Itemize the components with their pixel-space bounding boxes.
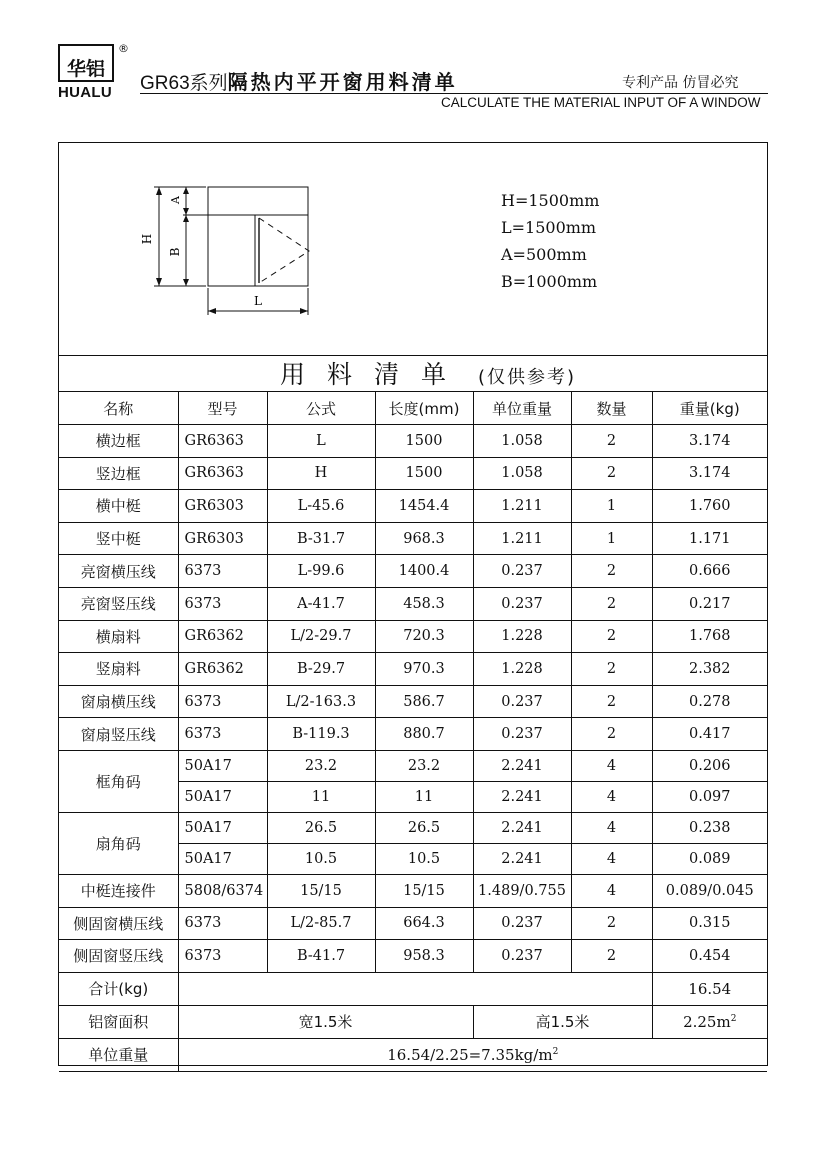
row-unit-weight: 1.058 — [473, 425, 571, 458]
row-length: 880.7 — [375, 718, 473, 751]
row-weight: 1.171 — [652, 522, 767, 555]
row-quantity: 4 — [571, 750, 652, 781]
unit-weight-row — [59, 1038, 767, 1071]
row-model: 6373 — [178, 685, 267, 718]
row-model: 50A17 — [178, 750, 267, 781]
row-length: 970.3 — [375, 653, 473, 686]
area-row — [59, 1005, 767, 1038]
param-b: B=1000mm — [501, 272, 598, 291]
row-quantity: 2 — [571, 587, 652, 620]
row-quantity: 2 — [571, 457, 652, 490]
row-formula: B-41.7 — [267, 940, 375, 973]
row-unit-weight: 1.058 — [473, 457, 571, 490]
title-series-code: GR63系列 — [140, 73, 228, 94]
label-a: A — [169, 196, 182, 204]
row-formula: 23.2 — [267, 750, 375, 781]
table-row — [59, 620, 767, 653]
window-diagram-panel — [59, 143, 767, 356]
total-value: 16.54 — [652, 972, 767, 1005]
header-quantity: 数量 — [571, 392, 652, 425]
row-length: 720.3 — [375, 620, 473, 653]
row-quantity: 2 — [571, 620, 652, 653]
label-l: L — [254, 294, 262, 308]
row-weight: 0.089/0.045 — [652, 874, 767, 907]
brand-logo — [58, 42, 129, 102]
opening-direction-mark — [259, 218, 309, 283]
row-length: 26.5 — [375, 812, 473, 843]
row-quantity: 4 — [571, 874, 652, 907]
header-unit-weight: 单位重量 — [473, 392, 571, 425]
row-formula: B-29.7 — [267, 653, 375, 686]
row-quantity: 2 — [571, 653, 652, 686]
row-name: 竖扇料 — [59, 653, 178, 686]
row-length: 664.3 — [375, 907, 473, 940]
row-model: 6373 — [178, 940, 267, 973]
bill-of-materials-table — [59, 355, 767, 1072]
row-unit-weight: 1.228 — [473, 653, 571, 686]
row-name: 横扇料 — [59, 620, 178, 653]
header-weight: 重量(kg) — [652, 392, 767, 425]
row-length: 586.7 — [375, 685, 473, 718]
table-row — [59, 587, 767, 620]
row-unit-weight: 2.241 — [473, 750, 571, 781]
row-formula: B-31.7 — [267, 522, 375, 555]
table-header-row — [59, 392, 767, 425]
row-model: 5808/6374 — [178, 874, 267, 907]
table-row — [59, 522, 767, 555]
unit-weight-label: 单位重量 — [59, 1038, 178, 1071]
row-weight: 0.097 — [652, 781, 767, 812]
total-label: 合计(kg) — [59, 972, 178, 1005]
row-quantity: 2 — [571, 907, 652, 940]
row-length: 1500 — [375, 425, 473, 458]
row-name: 窗扇横压线 — [59, 685, 178, 718]
row-length: 23.2 — [375, 750, 473, 781]
row-name: 框角码 — [59, 750, 178, 812]
table-title-cell — [59, 355, 767, 392]
row-quantity: 1 — [571, 522, 652, 555]
row-model: 50A17 — [178, 781, 267, 812]
table-title: 用料清单 — [279, 360, 468, 389]
header-divider — [140, 93, 768, 94]
row-formula: H — [267, 457, 375, 490]
row-model: GR6363 — [178, 457, 267, 490]
table-title-row — [59, 355, 767, 392]
row-unit-weight: 0.237 — [473, 555, 571, 588]
row-name: 横边框 — [59, 425, 178, 458]
row-weight: 0.417 — [652, 718, 767, 751]
table-row — [59, 653, 767, 686]
row-unit-weight: 0.237 — [473, 685, 571, 718]
unit-weight-sup: 2 — [552, 1046, 559, 1057]
row-model: 50A17 — [178, 812, 267, 843]
table-note: (仅供参考) — [477, 367, 577, 388]
row-length: 1500 — [375, 457, 473, 490]
label-b: B — [168, 247, 182, 257]
row-length: 1400.4 — [375, 555, 473, 588]
row-model: 6373 — [178, 907, 267, 940]
patent-notice: 专利产品 仿冒必究 — [622, 75, 739, 91]
row-weight: 0.278 — [652, 685, 767, 718]
param-a: A=500mm — [501, 245, 587, 264]
row-weight: 0.238 — [652, 812, 767, 843]
row-formula: L/2-29.7 — [267, 620, 375, 653]
table-row — [59, 425, 767, 458]
header-model: 型号 — [178, 392, 267, 425]
row-weight: 3.174 — [652, 425, 767, 458]
row-length: 458.3 — [375, 587, 473, 620]
row-weight: 2.382 — [652, 653, 767, 686]
row-formula: 26.5 — [267, 812, 375, 843]
row-model: GR6362 — [178, 620, 267, 653]
total-row — [59, 972, 767, 1005]
param-l: L=1500mm — [501, 218, 597, 237]
area-width: 宽1.5米 — [178, 1005, 473, 1038]
row-weight: 1.768 — [652, 620, 767, 653]
row-weight: 0.206 — [652, 750, 767, 781]
material-rows-extra — [59, 874, 767, 972]
header-name: 名称 — [59, 392, 178, 425]
row-name: 中梃连接件 — [59, 874, 178, 907]
row-unit-weight: 1.228 — [473, 620, 571, 653]
row-weight: 1.760 — [652, 490, 767, 523]
table-row — [59, 940, 767, 973]
row-quantity: 4 — [571, 781, 652, 812]
row-weight: 0.315 — [652, 907, 767, 940]
row-name: 亮窗竖压线 — [59, 587, 178, 620]
material-sheet — [58, 142, 768, 1066]
row-unit-weight: 2.241 — [473, 843, 571, 874]
row-model: 6373 — [178, 555, 267, 588]
row-quantity: 4 — [571, 812, 652, 843]
row-model: 6373 — [178, 718, 267, 751]
row-weight: 0.666 — [652, 555, 767, 588]
row-unit-weight: 1.211 — [473, 522, 571, 555]
logo-english-text: HUALU — [58, 84, 112, 101]
row-length: 15/15 — [375, 874, 473, 907]
table-row — [59, 490, 767, 523]
area-value: 2.25m — [683, 1012, 731, 1031]
document-title — [140, 66, 458, 95]
row-length: 11 — [375, 781, 473, 812]
label-h: H — [140, 233, 154, 245]
row-quantity: 2 — [571, 718, 652, 751]
param-h: H=1500mm — [501, 191, 600, 210]
table-row — [59, 718, 767, 751]
row-name: 竖边框 — [59, 457, 178, 490]
row-unit-weight: 0.237 — [473, 940, 571, 973]
area-unit-sup: 2 — [730, 1013, 737, 1024]
row-model: 6373 — [178, 587, 267, 620]
row-quantity: 2 — [571, 555, 652, 588]
row-name: 窗扇竖压线 — [59, 718, 178, 751]
row-formula: L-99.6 — [267, 555, 375, 588]
row-quantity: 2 — [571, 940, 652, 973]
material-rows — [59, 425, 767, 751]
row-formula: 15/15 — [267, 874, 375, 907]
table-row — [59, 457, 767, 490]
row-quantity: 2 — [571, 685, 652, 718]
row-model: GR6363 — [178, 425, 267, 458]
area-height: 高1.5米 — [473, 1005, 652, 1038]
row-quantity: 1 — [571, 490, 652, 523]
row-unit-weight: 1.489/0.755 — [473, 874, 571, 907]
row-length: 958.3 — [375, 940, 473, 973]
row-quantity: 4 — [571, 843, 652, 874]
row-formula: 10.5 — [267, 843, 375, 874]
row-formula: B-119.3 — [267, 718, 375, 751]
logo-chinese-text: 华铝 — [66, 58, 105, 80]
row-formula: L — [267, 425, 375, 458]
row-formula: 11 — [267, 781, 375, 812]
row-length: 10.5 — [375, 843, 473, 874]
row-name: 亮窗横压线 — [59, 555, 178, 588]
row-quantity: 2 — [571, 425, 652, 458]
total-spacer — [178, 972, 652, 1005]
area-label: 铝窗面积 — [59, 1005, 178, 1038]
title-main: 隔热内平开窗用料清单 — [227, 70, 458, 94]
registered-mark: ® — [118, 42, 129, 55]
table-row — [59, 750, 767, 781]
logo-box — [58, 44, 114, 82]
row-weight: 0.217 — [652, 587, 767, 620]
table-row — [59, 685, 767, 718]
dimension-parameters — [501, 187, 599, 295]
row-formula: L-45.6 — [267, 490, 375, 523]
row-model: 50A17 — [178, 843, 267, 874]
row-unit-weight: 2.241 — [473, 781, 571, 812]
row-model: GR6362 — [178, 653, 267, 686]
row-unit-weight: 0.237 — [473, 718, 571, 751]
row-name: 侧固窗竖压线 — [59, 940, 178, 973]
row-length: 1454.4 — [375, 490, 473, 523]
header-length: 长度(mm) — [375, 392, 473, 425]
unit-weight-value: 16.54/2.25=7.35kg/m — [387, 1045, 553, 1064]
row-name: 横中梃 — [59, 490, 178, 523]
row-weight: 0.089 — [652, 843, 767, 874]
area-value-cell — [652, 1005, 767, 1038]
row-weight: 0.454 — [652, 940, 767, 973]
row-formula: A-41.7 — [267, 587, 375, 620]
row-model: GR6303 — [178, 522, 267, 555]
row-unit-weight: 0.237 — [473, 907, 571, 940]
table-row — [59, 812, 767, 843]
window-outline — [208, 187, 308, 286]
row-model: GR6303 — [178, 490, 267, 523]
row-name: 竖中梃 — [59, 522, 178, 555]
row-formula: L/2-163.3 — [267, 685, 375, 718]
english-subtitle: CALCULATE THE MATERIAL INPUT OF A WINDOW — [441, 95, 761, 110]
row-unit-weight: 1.211 — [473, 490, 571, 523]
row-formula: L/2-85.7 — [267, 907, 375, 940]
row-unit-weight: 0.237 — [473, 587, 571, 620]
row-name: 侧固窗横压线 — [59, 907, 178, 940]
row-unit-weight: 2.241 — [473, 812, 571, 843]
row-weight: 3.174 — [652, 457, 767, 490]
table-row — [59, 874, 767, 907]
unit-weight-value-cell — [178, 1038, 767, 1071]
row-name: 扇角码 — [59, 812, 178, 874]
table-row — [59, 907, 767, 940]
header-formula: 公式 — [267, 392, 375, 425]
row-length: 968.3 — [375, 522, 473, 555]
table-row — [59, 555, 767, 588]
window-diagram — [59, 143, 767, 355]
